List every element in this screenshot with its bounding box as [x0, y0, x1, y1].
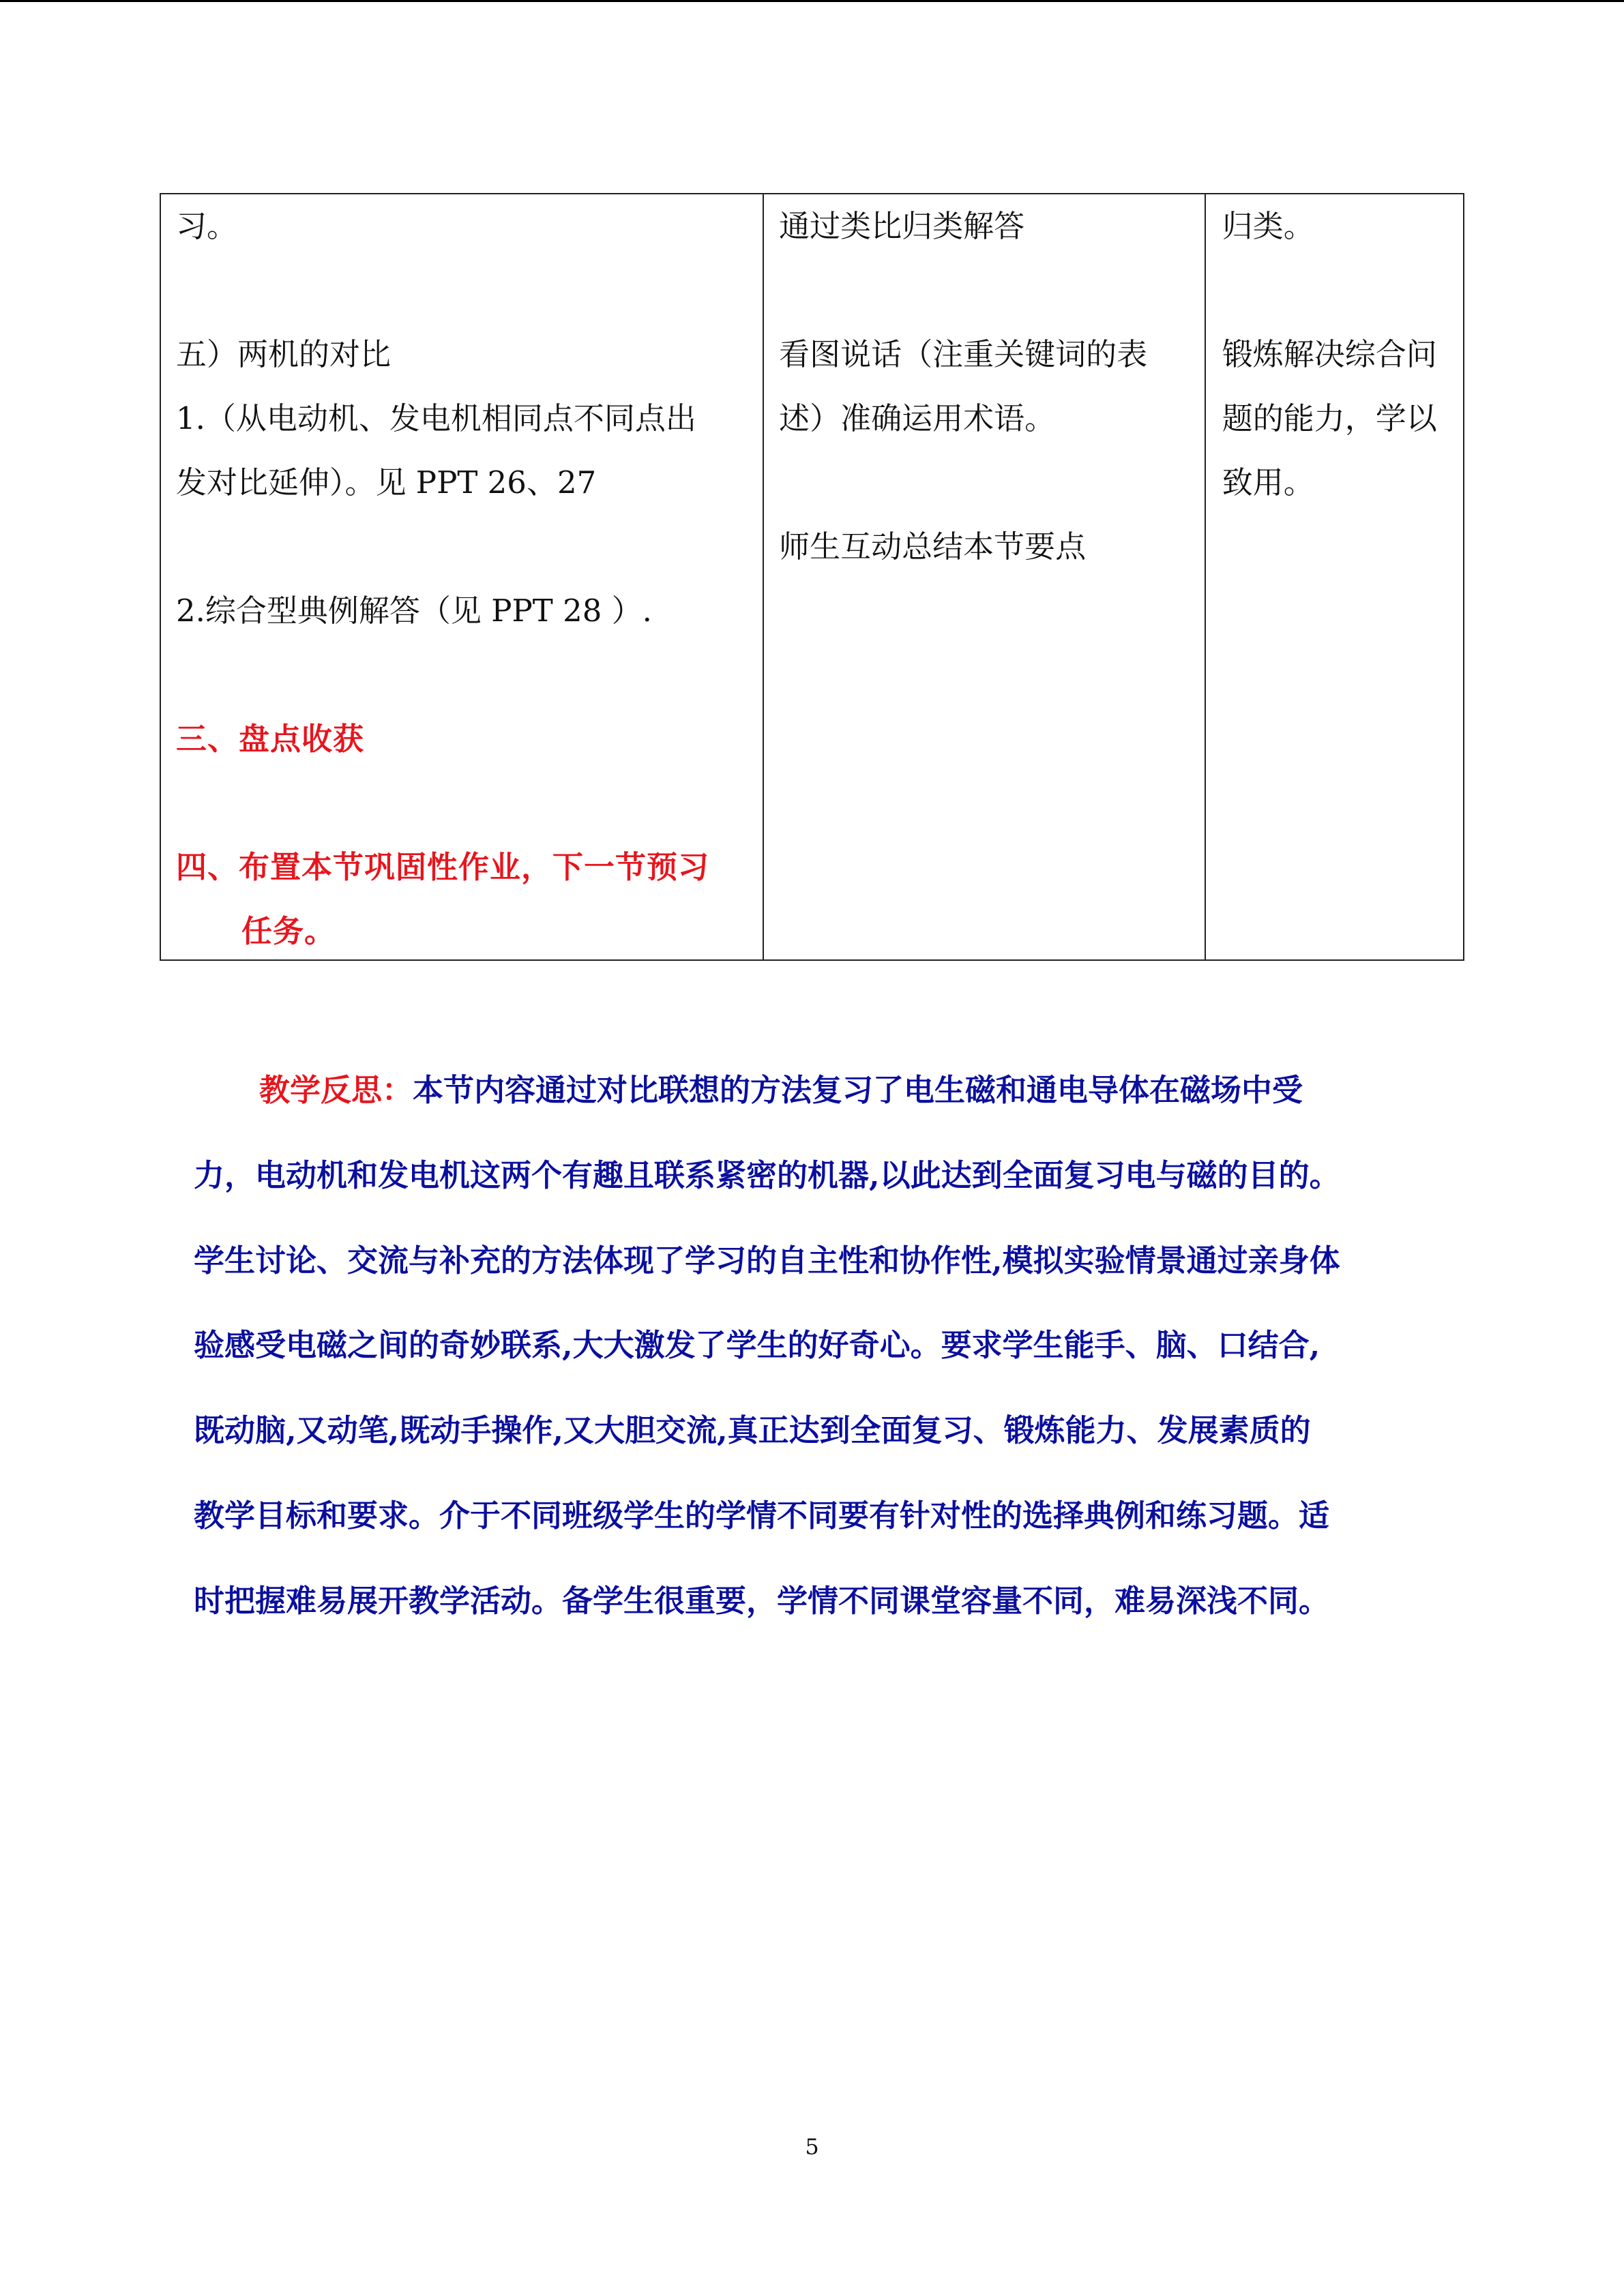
cell-text: 归类。 — [1222, 208, 1314, 244]
cell-text: 发对比延伸）。见 PPT 26、27 — [176, 464, 597, 501]
cell-text: 看图说话（注重关键词的表 — [779, 336, 1148, 372]
cell-text: 1.（从电动机、发电机相同点不同点出 — [176, 400, 696, 436]
cell-text: 致用。 — [1222, 464, 1314, 501]
design-intent-cell — [1206, 194, 1463, 959]
cell-text: 师生互动总结本节要点 — [779, 528, 1087, 565]
teaching-process-cell — [161, 194, 764, 959]
heading-homework-cont: 任务。 — [241, 913, 336, 949]
reflection-label: 教学反思： — [259, 1072, 413, 1108]
reflection-line: 学生讨论、交流与补充的方法体现了学习的自主性和协作性,模拟实验情景通过亲身体 — [194, 1242, 1340, 1279]
reflection-line — [259, 1072, 1555, 1109]
reflection-line: 教学目标和要求。介于不同班级学生的学情不同要有针对性的选择典例和练习题。适 — [194, 1497, 1330, 1534]
section-title-two-machines: 五）两机的对比 — [176, 336, 392, 372]
reflection-line: 既动脑,又动笔,既动手操作,又大胆交流,真正达到全面复习、锻炼能力、发展素质的 — [194, 1412, 1311, 1448]
cell-text: 锻炼解决综合问 — [1222, 336, 1437, 372]
top-border-line — [0, 0, 1624, 2]
reflection-line: 力，电动机和发电机这两个有趣且联系紧密的机器,以此达到全面复习电与磁的目的。 — [194, 1157, 1340, 1193]
page-number: 5 — [805, 2134, 819, 2160]
heading-homework: 四、布置本节巩固性作业，下一节预习 — [176, 849, 710, 885]
cell-text: 题的能力，学以 — [1222, 400, 1437, 436]
cell-text: 通过类比归类解答 — [779, 208, 1025, 244]
cell-text: 述）准确运用术语。 — [779, 400, 1056, 436]
reflection-line: 时把握难易展开教学活动。备学生很重要，学情不同课堂容量不同，难易深浅不同。 — [194, 1583, 1330, 1619]
cell-text: 习。 — [176, 208, 238, 244]
heading-summary: 三、盘点收获 — [176, 721, 365, 757]
reflection-line: 验感受电磁之间的奇妙联系,大大激发了学生的好奇心。要求学生能手、脑、口结合, — [194, 1327, 1320, 1363]
cell-text: 2.综合型典例解答（见 PPT 28 ）. — [176, 593, 652, 629]
reflection-text: 本节内容通过对比联想的方法复习了电生磁和通电导体在磁场中受 — [413, 1072, 1303, 1108]
lesson-plan-table — [160, 193, 1464, 961]
student-activity-cell — [764, 194, 1206, 959]
